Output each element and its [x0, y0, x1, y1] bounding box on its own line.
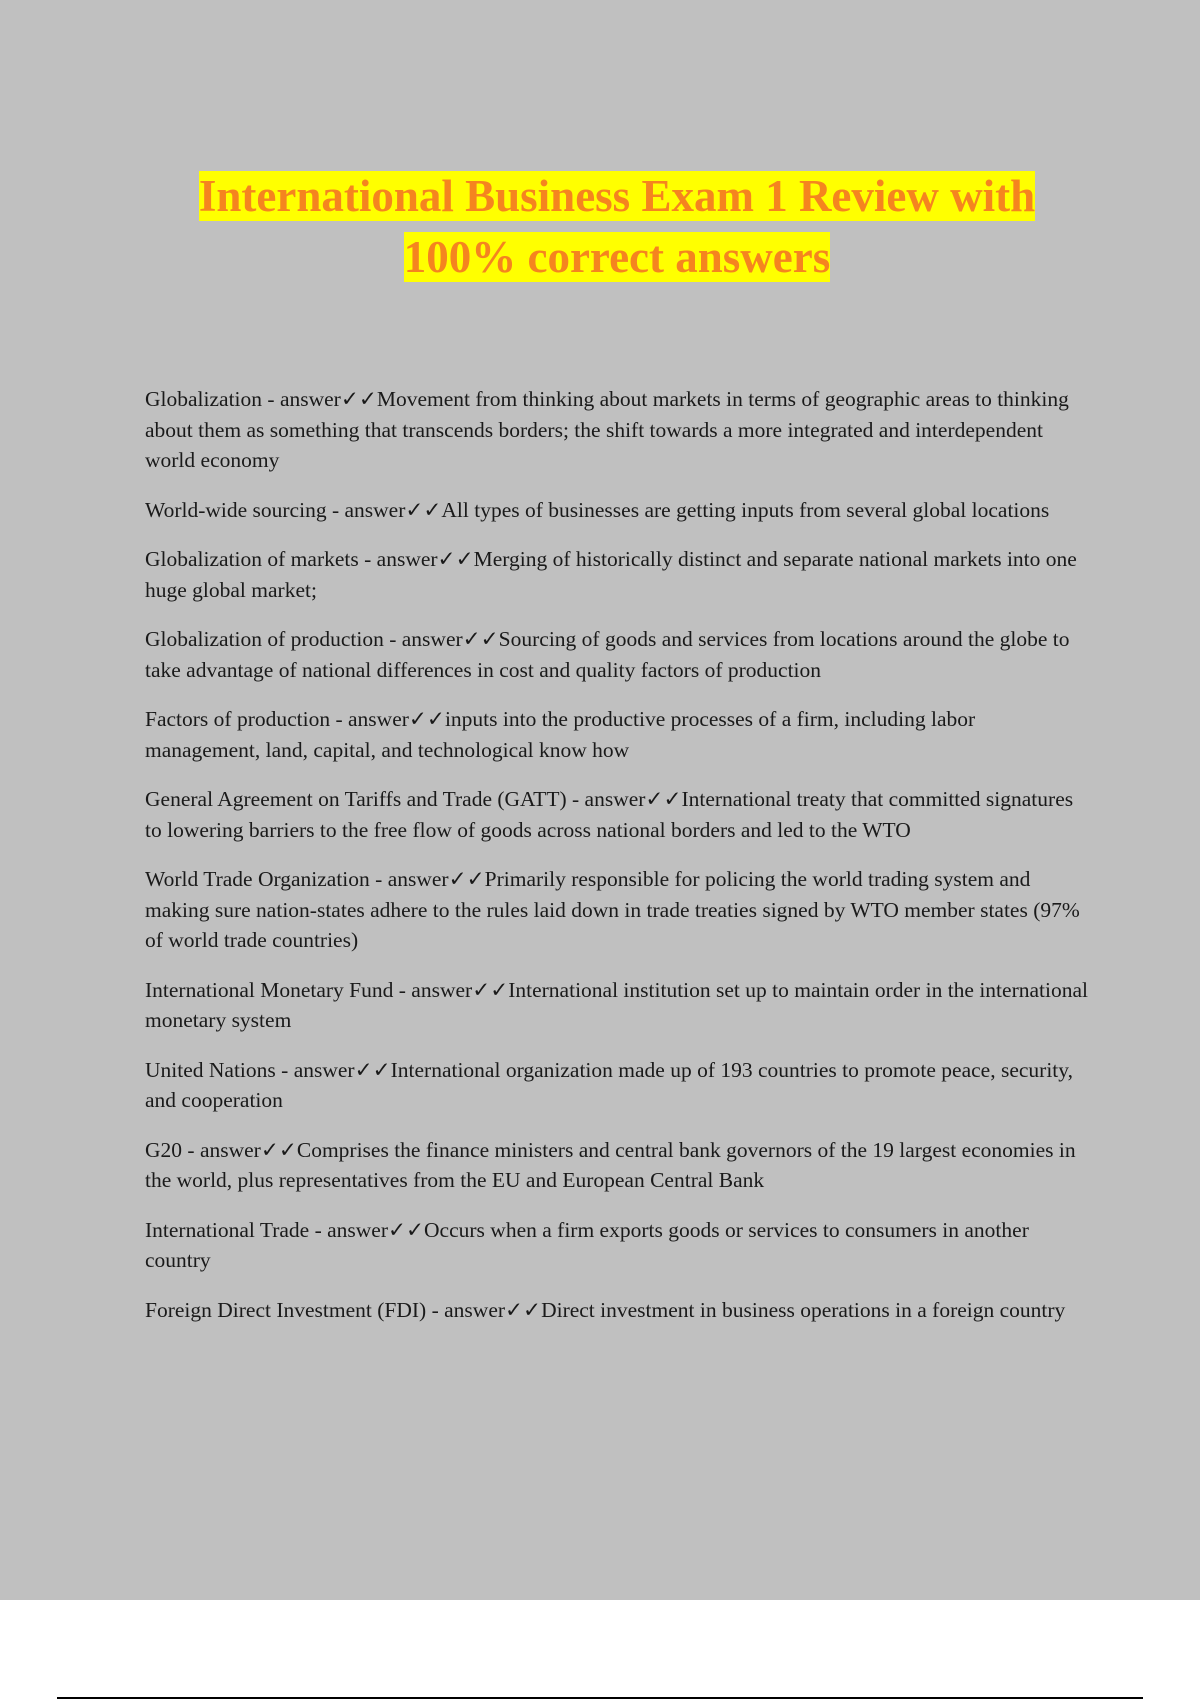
- entry-term: Factors of production: [145, 707, 331, 731]
- page-divider: [57, 1697, 1143, 1699]
- answer-marker: - answer✓✓: [182, 1137, 297, 1162]
- entry-international-trade: [145, 1215, 1090, 1276]
- entry-definition: Movement from thinking about markets in terms of geographic areas to thinking about them as something that transcends borders; the shift towards a more integrated and interdependent world economy: [145, 387, 1069, 472]
- answer-marker: - answer✓✓: [369, 867, 485, 891]
- answer-marker: - answer✓✓: [275, 1057, 391, 1082]
- entry-definition: inputs into the productive processes of a firm, including labor management, land, capital, and technological know how: [145, 707, 976, 762]
- answer-marker: - answer✓✓: [383, 627, 499, 651]
- entry-definition: Merging of historically distinct and separate national markets into one huge global market;: [145, 547, 1077, 602]
- answer-marker: - answer✓✓: [426, 1297, 542, 1322]
- entry-term: G20: [145, 1137, 183, 1162]
- entry-definition: All types of businesses are getting inputs from several global locations: [441, 497, 1050, 522]
- entry-fdi: [145, 1295, 1090, 1326]
- entry-term: United Nations: [145, 1057, 276, 1082]
- title-line-2: 100% correct answers: [403, 232, 831, 282]
- answer-marker: - answer✓✓: [393, 977, 509, 1002]
- entry-globalization-of-markets: [145, 544, 1090, 605]
- entry-definition: International treaty that committed signatures to lowering barriers to the free flow of goods across national borders and led to the WTO: [145, 787, 1074, 842]
- entry-term: General Agreement on Tariffs and Trade (GATT): [145, 787, 567, 811]
- title-line-1: International Business Exam 1 Review with: [198, 171, 1036, 221]
- entry-imf: [145, 975, 1090, 1036]
- entry-term: World Trade Organization: [145, 867, 370, 891]
- entry-definition: Primarily responsible for policing the world trading system and making sure nation-states adhere to the rules laid down in trade treaties signed by WTO member states (97% of world trade countries): [145, 867, 1080, 952]
- entry-term: Globalization of markets: [145, 547, 359, 571]
- entry-world-wide-sourcing: [145, 495, 1090, 526]
- answer-marker: - answer✓✓: [309, 1217, 425, 1242]
- entry-gatt: [145, 784, 1090, 845]
- entry-globalization-of-production: [145, 624, 1090, 685]
- entry-globalization: [145, 384, 1090, 476]
- entry-definition: International organization made up of 193 countries to promote peace, security, and cooperation: [145, 1057, 1074, 1112]
- answer-marker: - answer✓✓: [330, 707, 445, 731]
- entry-wto: [145, 864, 1090, 956]
- answer-marker: - answer✓✓: [326, 497, 442, 522]
- answer-marker: - answer✓✓: [262, 387, 377, 411]
- entry-term: International Monetary Fund: [145, 977, 394, 1002]
- entry-term: Foreign Direct Investment (FDI): [145, 1297, 427, 1322]
- entry-term: International Trade: [145, 1217, 310, 1242]
- answer-marker: - answer✓✓: [358, 547, 474, 571]
- entry-definition: Sourcing of goods and services from locations around the globe to take advantage of national differences in cost and quality factors of production: [145, 627, 1070, 682]
- entry-united-nations: [145, 1055, 1090, 1116]
- entry-definition: Direct investment in business operations in a foreign country: [541, 1297, 1066, 1322]
- entry-list: [145, 384, 1090, 1344]
- entry-term: Globalization: [145, 387, 263, 411]
- entry-definition: Occurs when a firm exports goods or services to consumers in another country: [145, 1217, 1029, 1272]
- entry-term: World-wide sourcing: [145, 497, 327, 522]
- document-title: [145, 166, 1089, 288]
- answer-marker: - answer✓✓: [566, 787, 682, 811]
- entry-definition: Comprises the finance ministers and central bank governors of the 19 largest economies in the world, plus representatives from the EU and European Central Bank: [145, 1137, 1076, 1192]
- entry-definition: International institution set up to maintain order in the international monetary system: [145, 977, 1088, 1032]
- entry-factors-of-production: [145, 704, 1090, 765]
- entry-term: Globalization of production: [145, 627, 384, 651]
- entry-g20: [145, 1135, 1090, 1196]
